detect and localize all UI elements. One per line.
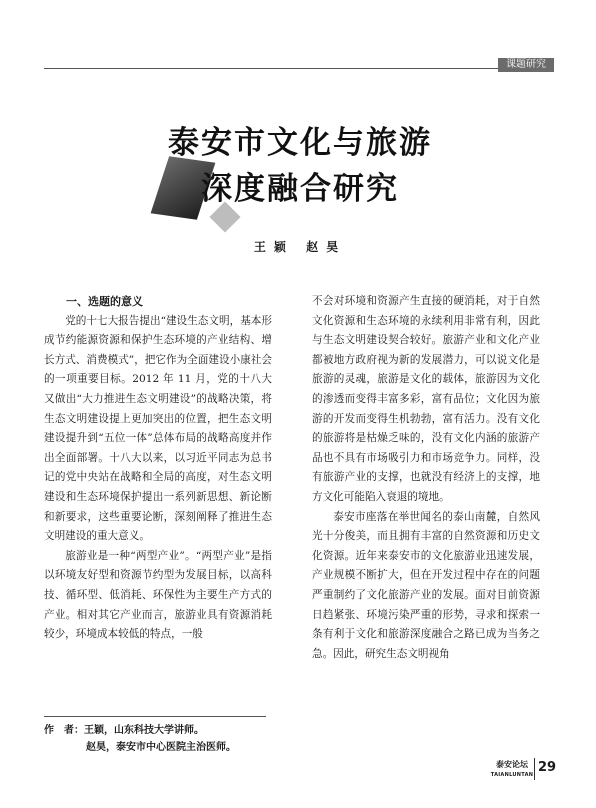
paragraph: 泰安市座落在举世闻名的泰山南麓，自然风光十分俊美，而且拥有丰富的自然资源和历史文化资源。近年来泰安市的文化旅游业迅速发展，产业规模不断扩大，但在开发过程中存在的问题严重制约了文化旅游产业的发展。面对目前资源日趋紧张、环境污染严重的形势，寻求和探索一条有利于文化和旅游深度融合之路已成为当务之急。因此，研究生态文明视角 <box>312 510 540 660</box>
author-footnote <box>44 722 324 756</box>
journal-pinyin: TAIANLUNTAN <box>490 772 534 778</box>
title-line-1: 泰安市文化与旅游 <box>168 125 432 161</box>
journal-title: 泰安论坛 <box>496 760 528 769</box>
section-heading: 一、选题的意义 <box>66 295 143 308</box>
header-rule <box>44 68 554 69</box>
page-number: 29 <box>538 760 557 775</box>
footnote-line: 作 者：王颖，山东科技大学讲师。 <box>44 725 204 736</box>
section-tag: 课题研究 <box>498 58 554 72</box>
paragraph: 不会对环境和资源产生直接的硬消耗，对于自然文化资源和生态环境的永续利用非常有利，因此与生态文明建设契合较好。旅游产业和文化产业都被地方政府视为新的发展潜力，可以说文化是旅游的灵魂，旅游是文化的载体，旅游因为文化的渗透而变得丰富多彩，富有品位；文化因为旅游的开发而变得生机勃勃，富有活力。没有文化的旅游将是枯燥乏味的，没有文化内涵的旅游产品也不具有市场吸引力和市场竞争力。同样，没有旅游产业的支撑，也就没有经济上的支撑，地方文化可能陷入衰退的境地。 <box>312 295 540 503</box>
left-column <box>44 292 272 645</box>
right-column <box>312 292 540 664</box>
article-authors: 王颖 赵昊 <box>253 240 347 254</box>
footnote-rule <box>44 716 266 717</box>
footer-divider <box>534 758 535 780</box>
paragraph: 旅游业是一种“两型产业”。“两型产业”是指以环境友好型和资源节约型为发展目标，以高科技、循环型、低消耗、环保性为主要生产方式的产业。相对其它产业而言，旅游业具有资源消耗较少，环境成本较低的特点，一般 <box>44 549 272 641</box>
footnote-line: 赵昊，泰安市中心医院主治医师。 <box>86 742 236 753</box>
article-title <box>130 120 470 212</box>
title-line-2: 深度融合研究 <box>201 171 399 207</box>
paragraph: 党的十七大报告提出“建设生态文明，基本形成节约能源资源和保护生态环境的产业结构、增长方式、消费模式”，把它作为全面建设小康社会的一项重要目标。2012 年 11 月，党的十八大又做出“大力推进生态文明建设”的战略决策，将生态文明建设提上更加突出的位置，把生态文明建设提升到“五位一体”总体布局的战略高度并作出全面部署。十八大以来，以习近平同志为总书记的党中央站在战略和全局的高度，对生态文明建设和生态环境保护提出一系列新思想、新论断和新要求，这些重要论断，深刻阐释了推进生态文明建设的重大意义。 <box>44 314 272 543</box>
journal-name <box>490 760 534 780</box>
